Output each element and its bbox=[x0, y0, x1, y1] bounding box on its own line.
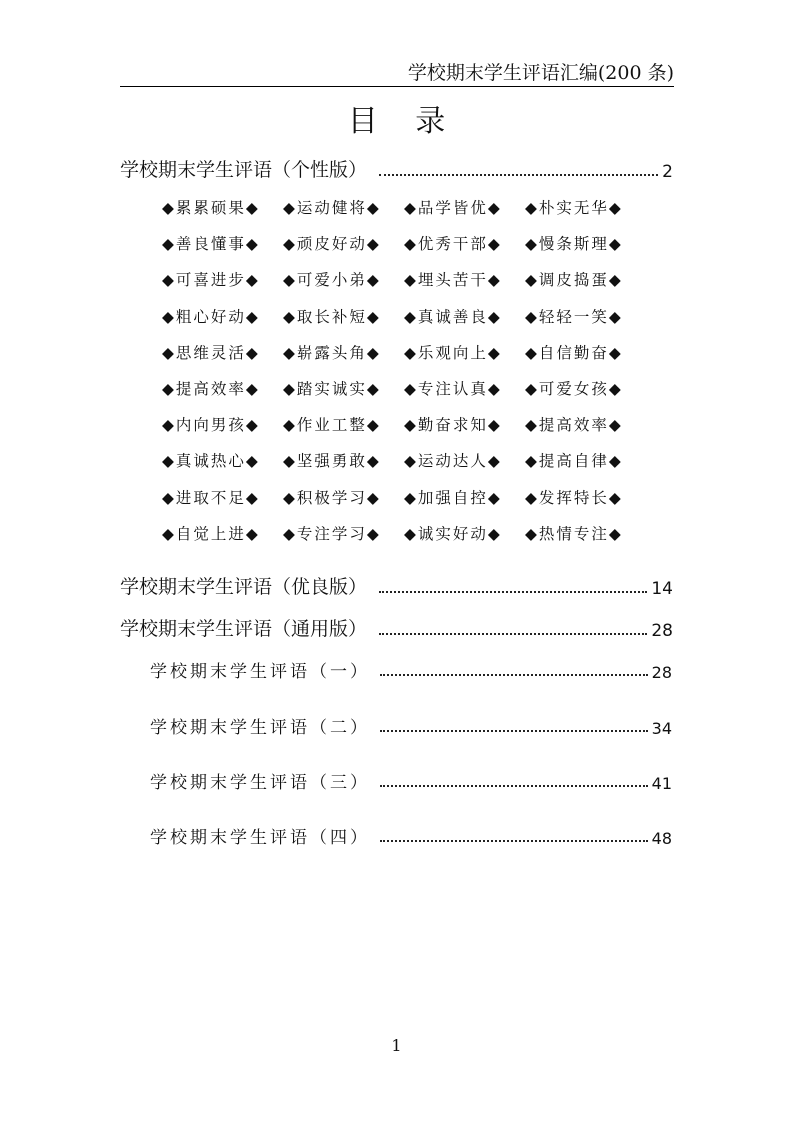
toc-page-number: 34 bbox=[651, 719, 672, 738]
toc-subentry-label: 学校期末学生评语（二） bbox=[150, 718, 370, 738]
tag-item: ◆运动达人◆ bbox=[404, 452, 502, 471]
tag-item: ◆自信勤奋◆ bbox=[525, 343, 623, 362]
tag-item: ◆热情专注◆ bbox=[525, 524, 623, 543]
tag-item: ◆调皮捣蛋◆ bbox=[525, 271, 623, 290]
tag-item: ◆累累硕果◆ bbox=[162, 199, 260, 217]
toc-subentry-1[interactable] bbox=[150, 654, 672, 682]
toc-leader bbox=[379, 173, 658, 176]
tag-item: ◆慢条斯理◆ bbox=[525, 235, 623, 254]
toc-page-number: 28 bbox=[651, 663, 672, 682]
page-number: 1 bbox=[391, 1036, 402, 1055]
toc-subentry-3[interactable] bbox=[150, 765, 672, 793]
tag-item: ◆提高自律◆ bbox=[525, 452, 623, 471]
tag-item: ◆专注学习◆ bbox=[283, 524, 381, 543]
tag-item: ◆专注认真◆ bbox=[404, 379, 502, 398]
tag-item: ◆崭露头角◆ bbox=[283, 343, 381, 362]
tag-item: ◆埋头苦干◆ bbox=[404, 271, 502, 290]
toc-subentry-2[interactable] bbox=[150, 710, 672, 738]
toc-leader bbox=[380, 784, 648, 787]
tag-item: ◆诚实好动◆ bbox=[404, 524, 502, 543]
tag-item: ◆粗心好动◆ bbox=[162, 307, 260, 326]
toc-page-number: 48 bbox=[651, 829, 672, 848]
toc-page-number: 41 bbox=[651, 774, 672, 793]
toc-leader bbox=[380, 839, 648, 842]
tag-grid bbox=[162, 196, 642, 558]
tag-item: ◆坚强勇敢◆ bbox=[283, 452, 381, 471]
tag-item: ◆加强自控◆ bbox=[404, 488, 502, 507]
tag-item: ◆进取不足◆ bbox=[162, 488, 260, 507]
toc-entry-label: 学校期末学生评语（个性版） bbox=[120, 159, 368, 181]
tag-item: ◆勤奋求知◆ bbox=[404, 416, 502, 435]
toc-leader bbox=[379, 632, 647, 635]
toc-entry-label: 学校期末学生评语（优良版） bbox=[120, 576, 368, 598]
toc-leader bbox=[380, 729, 648, 732]
tag-item: ◆乐观向上◆ bbox=[404, 343, 502, 362]
tag-item: ◆作业工整◆ bbox=[283, 416, 381, 435]
toc-subentry-label: 学校期末学生评语（一） bbox=[150, 662, 370, 682]
tag-item: ◆思维灵活◆ bbox=[162, 343, 260, 362]
tag-item: ◆取长补短◆ bbox=[283, 307, 381, 326]
toc-subentry-4[interactable] bbox=[150, 820, 672, 848]
toc-entry-label: 学校期末学生评语（通用版） bbox=[120, 618, 368, 640]
tag-item: ◆朴实无华◆ bbox=[525, 199, 623, 217]
tag-item: ◆品学皆优◆ bbox=[404, 199, 502, 217]
toc-page-number: 28 bbox=[651, 621, 673, 641]
tag-item: ◆提高效率◆ bbox=[525, 416, 623, 435]
toc-subentry-label: 学校期末学生评语（三） bbox=[150, 773, 370, 793]
tag-item: ◆顽皮好动◆ bbox=[283, 235, 381, 254]
tag-item: ◆内向男孩◆ bbox=[162, 416, 260, 435]
tag-item: ◆可爱小弟◆ bbox=[283, 271, 381, 290]
tag-item: ◆运动健将◆ bbox=[283, 199, 381, 217]
tag-item: ◆踏实诚实◆ bbox=[283, 379, 381, 398]
tag-item: ◆真诚善良◆ bbox=[404, 307, 502, 326]
tag-item: ◆自觉上进◆ bbox=[162, 524, 260, 543]
page-header bbox=[120, 56, 674, 87]
header-title: 学校期末学生评语汇编(200 条) bbox=[407, 62, 674, 84]
tag-item: ◆可喜进步◆ bbox=[162, 271, 260, 290]
toc-subentry-label: 学校期末学生评语（四） bbox=[150, 828, 370, 848]
toc-leader bbox=[379, 590, 647, 593]
tag-item: ◆轻轻一笑◆ bbox=[525, 307, 623, 326]
tag-item: ◆优秀干部◆ bbox=[404, 235, 502, 254]
toc-page-number: 14 bbox=[651, 579, 673, 599]
tag-item: ◆善良懂事◆ bbox=[162, 235, 260, 254]
tag-item: ◆积极学习◆ bbox=[283, 488, 381, 507]
tag-item: ◆真诚热心◆ bbox=[162, 452, 260, 471]
toc-title: 目 录 bbox=[347, 104, 460, 139]
toc-entry-personality[interactable] bbox=[120, 154, 673, 182]
toc-leader bbox=[380, 673, 648, 676]
tag-item: ◆可爱女孩◆ bbox=[525, 379, 623, 398]
tag-item: ◆提高效率◆ bbox=[162, 379, 260, 398]
toc-page-number: 2 bbox=[662, 162, 673, 182]
toc-entry-general[interactable] bbox=[120, 613, 673, 641]
tag-item: ◆发挥特长◆ bbox=[525, 488, 623, 507]
toc-entry-excellent[interactable] bbox=[120, 571, 673, 599]
